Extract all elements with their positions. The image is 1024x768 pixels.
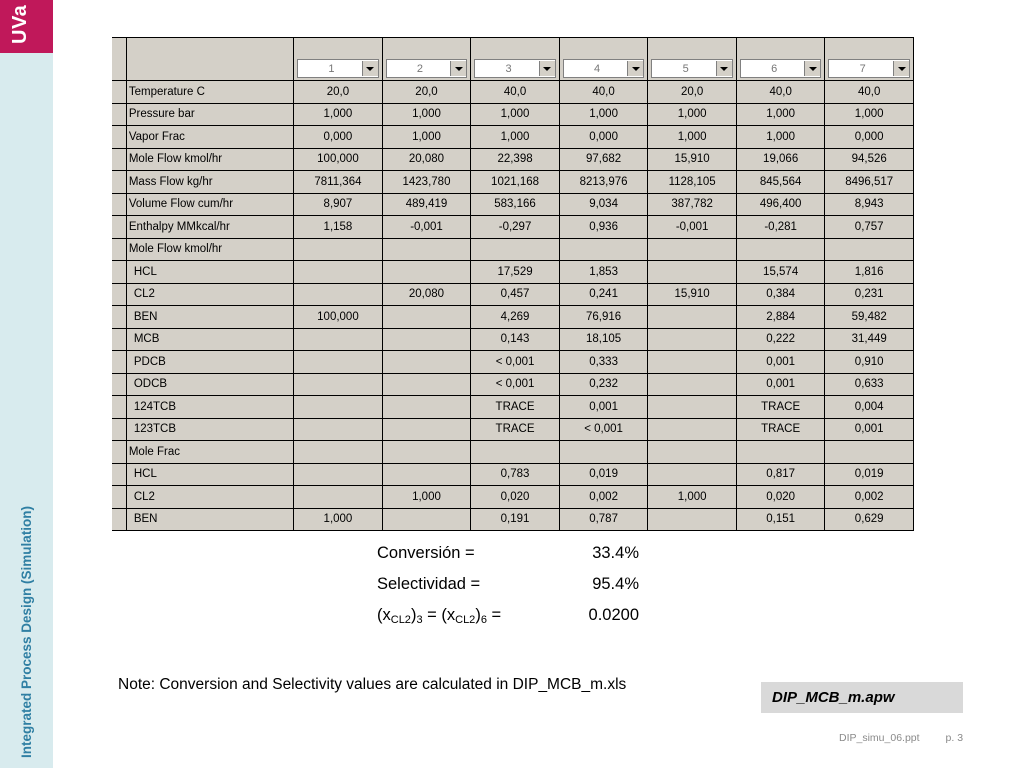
table-cell[interactable]: 1,853 [559,261,648,284]
results-grid [112,37,914,531]
table-cell[interactable]: 40,0 [559,81,648,104]
row-label[interactable]: Enthalpy MMkcal/hr [126,216,293,239]
table-cell[interactable]: 9,034 [559,193,648,216]
table-cell[interactable] [382,328,471,351]
file-label: DIP_MCB_m.apw [761,682,963,713]
table-cell[interactable] [382,306,471,329]
stream-select-value: 5 [682,62,689,75]
stream-header-cell [825,38,914,81]
table-cell[interactable]: 0,001 [825,418,914,441]
row-gutter [112,238,126,261]
table-cell[interactable] [294,373,383,396]
stream-select-value: 1 [328,62,335,75]
table-cell[interactable]: 1,158 [294,216,383,239]
table-row [112,441,914,464]
table-cell[interactable]: 1423,780 [382,171,471,194]
dropdown-button[interactable] [716,61,732,76]
table-cell[interactable]: 7811,364 [294,171,383,194]
table-cell[interactable] [648,328,737,351]
table-cell[interactable]: 94,526 [825,148,914,171]
table-cell[interactable]: 100,000 [294,306,383,329]
table-cell[interactable]: 0,241 [559,283,648,306]
header-row [112,38,914,81]
table-cell[interactable]: 0,001 [736,351,824,374]
row-gutter [112,283,126,306]
table-cell[interactable] [382,508,471,531]
table-cell[interactable] [559,441,648,464]
row-label[interactable]: Mole Flow kmol/hr [126,238,293,261]
table-cell[interactable]: 0,020 [471,486,560,509]
table-cell[interactable]: 18,105 [559,328,648,351]
row-label[interactable]: ODCB [126,373,293,396]
table-cell[interactable]: 0,000 [825,126,914,149]
sidebar [0,0,53,768]
table-cell[interactable]: 489,419 [382,193,471,216]
table-cell[interactable]: 1,000 [294,508,383,531]
table-cell[interactable]: 0,232 [559,373,648,396]
table-cell[interactable] [648,238,737,261]
table-cell[interactable]: 0,143 [471,328,560,351]
table-cell[interactable]: 496,400 [736,193,824,216]
table-cell[interactable]: 1,000 [471,126,560,149]
row-gutter [112,351,126,374]
table-row [112,193,914,216]
dropdown-button[interactable] [804,61,820,76]
table-row [112,418,914,441]
row-label[interactable]: HCL [126,463,293,486]
table-cell[interactable]: 40,0 [825,81,914,104]
frac-sub-stream-6: 6 [480,614,487,626]
dropdown-button[interactable] [539,61,555,76]
stream-select-value: 4 [594,62,601,75]
table-cell[interactable] [382,396,471,419]
table-row [112,328,914,351]
table-row [112,373,914,396]
stream-header-cell [382,38,471,81]
table-cell[interactable]: 76,916 [559,306,648,329]
table-cell[interactable]: 0,001 [559,396,648,419]
mole-fraction-label [377,606,501,626]
table-cell[interactable]: 22,398 [471,148,560,171]
row-label[interactable]: Mass Flow kg/hr [126,171,293,194]
table-cell[interactable] [736,441,824,464]
row-label[interactable]: Pressure bar [126,103,293,126]
row-gutter [112,81,126,104]
table-cell[interactable]: TRACE [471,396,560,419]
table-cell[interactable] [648,396,737,419]
table-cell[interactable]: 15,910 [648,283,737,306]
selectivity-label: Selectividad = [377,575,481,593]
table-row [112,351,914,374]
table-cell[interactable] [648,351,737,374]
table-cell[interactable]: 583,166 [471,193,560,216]
stream-select-2[interactable] [386,59,468,78]
table-cell[interactable] [382,238,471,261]
table-cell[interactable]: 1,000 [648,486,737,509]
frac-equals: = (x [422,606,456,624]
table-cell[interactable] [382,351,471,374]
row-gutter [112,148,126,171]
table-cell[interactable]: 0,000 [294,126,383,149]
table-cell[interactable] [294,351,383,374]
table-cell[interactable] [382,441,471,464]
frac-sub-stream-3: 3 [416,614,423,626]
table-cell[interactable]: 1,000 [294,103,383,126]
uva-logo [0,0,53,53]
table-cell[interactable]: TRACE [736,418,824,441]
table-row [112,171,914,194]
stream-header-cell [648,38,737,81]
table-cell[interactable] [471,441,560,464]
dropdown-button[interactable] [893,61,909,76]
table-cell[interactable]: 1,000 [736,103,824,126]
stream-select-1[interactable] [297,59,379,78]
table-cell[interactable] [382,261,471,284]
table-row [112,126,914,149]
table-cell[interactable] [471,238,560,261]
table-row [112,283,914,306]
table-cell[interactable]: 0,384 [736,283,824,306]
table-row [112,261,914,284]
frac-sub-cl2-a: CL2 [390,614,411,626]
row-label[interactable]: Vapor Frac [126,126,293,149]
table-cell[interactable] [382,373,471,396]
table-cell[interactable]: 0,457 [471,283,560,306]
row-label[interactable]: BEN [126,508,293,531]
row-gutter [112,126,126,149]
table-cell[interactable]: 4,269 [471,306,560,329]
table-cell[interactable]: 20,0 [382,81,471,104]
stream-select-value: 7 [859,62,866,75]
table-cell[interactable]: 20,0 [648,81,737,104]
table-cell[interactable]: -0,001 [648,216,737,239]
frac-end: = [486,606,502,624]
table-cell[interactable] [648,418,737,441]
table-row [112,103,914,126]
footer-file: DIP_simu_06.ppt [839,732,920,744]
table-cell[interactable] [648,463,737,486]
table-cell[interactable]: -0,281 [736,216,824,239]
dropdown-button[interactable] [627,61,643,76]
table-cell[interactable]: 1,000 [736,126,824,149]
table-cell[interactable]: 20,080 [382,148,471,171]
table-cell[interactable]: 0,151 [736,508,824,531]
chevron-down-icon [898,67,906,71]
table-cell[interactable] [648,306,737,329]
frac-close-a: ) [410,606,417,624]
row-gutter [112,38,126,81]
conversion-label: Conversión = [377,544,475,562]
row-gutter [112,486,126,509]
table-cell[interactable]: 17,529 [471,261,560,284]
row-gutter [112,328,126,351]
table-cell[interactable] [294,418,383,441]
row-label[interactable]: Mole Frac [126,441,293,464]
table-cell[interactable]: 20,080 [382,283,471,306]
table-cell[interactable]: 1128,105 [648,171,737,194]
table-cell[interactable]: 1,816 [825,261,914,284]
table-cell[interactable]: 8496,517 [825,171,914,194]
row-gutter [112,306,126,329]
table-cell[interactable]: 59,482 [825,306,914,329]
sidebar-title: Integrated Process Design (Simulation) [19,505,34,758]
row-label[interactable]: Volume Flow cum/hr [126,193,293,216]
table-row [112,486,914,509]
row-gutter [112,463,126,486]
table-cell[interactable]: -0,001 [382,216,471,239]
table-cell[interactable]: 0,757 [825,216,914,239]
table-cell[interactable]: 100,000 [294,148,383,171]
chevron-down-icon [809,67,817,71]
stream-select-3[interactable] [474,59,556,78]
table-row [112,463,914,486]
table-row [112,81,914,104]
table-cell[interactable]: 8,943 [825,193,914,216]
frac-sub-cl2-b: CL2 [455,614,476,626]
selectivity-value: 95.4% [592,575,639,593]
chevron-down-icon [455,67,463,71]
table-cell[interactable]: 8213,976 [559,171,648,194]
table-cell[interactable]: 15,574 [736,261,824,284]
table-cell[interactable] [294,238,383,261]
stream-select-value: 3 [505,62,512,75]
note-text: Note: Conversion and Selectivity values are calculated in DIP_MCB_m.xls [118,676,627,693]
row-label[interactable]: Temperature C [126,81,293,104]
table-cell[interactable]: 20,0 [294,81,383,104]
row-label[interactable]: 123TCB [126,418,293,441]
table-cell[interactable]: 0,000 [559,126,648,149]
table-cell[interactable]: 0,910 [825,351,914,374]
table-cell[interactable]: 0,633 [825,373,914,396]
table-cell[interactable] [294,441,383,464]
footer [839,732,989,744]
stream-select-5[interactable] [651,59,733,78]
table-cell[interactable]: 0,002 [559,486,648,509]
table-cell[interactable]: 1,000 [382,486,471,509]
table-cell[interactable]: 0,783 [471,463,560,486]
table-cell[interactable]: 1,000 [648,103,737,126]
table-cell[interactable]: TRACE [471,418,560,441]
row-gutter [112,171,126,194]
table-cell[interactable]: 0,002 [825,486,914,509]
table-cell[interactable] [825,441,914,464]
table-cell[interactable]: 0,787 [559,508,648,531]
table-cell[interactable]: 845,564 [736,171,824,194]
table-cell[interactable]: 0,001 [736,373,824,396]
table-row [112,508,914,531]
table-cell[interactable]: 1,000 [559,103,648,126]
table-cell[interactable] [294,486,383,509]
table-cell[interactable]: 0,019 [559,463,648,486]
row-label[interactable]: CL2 [126,283,293,306]
table-cell[interactable] [825,238,914,261]
table-cell[interactable] [294,463,383,486]
table-cell[interactable]: 0,629 [825,508,914,531]
chevron-down-icon [720,67,728,71]
stream-header-cell [294,38,383,81]
table-cell[interactable] [736,238,824,261]
table-cell[interactable] [648,373,737,396]
row-label[interactable]: CL2 [126,486,293,509]
table-cell[interactable]: 40,0 [471,81,560,104]
stream-select-value: 6 [771,62,778,75]
table-cell[interactable] [382,463,471,486]
table-cell[interactable]: 8,907 [294,193,383,216]
row-gutter [112,373,126,396]
table-cell[interactable]: 0,936 [559,216,648,239]
table-row [112,216,914,239]
logo-text: UVa [9,4,31,44]
row-gutter [112,216,126,239]
row-label[interactable]: Mole Flow kmol/hr [126,148,293,171]
table-cell[interactable]: 387,782 [648,193,737,216]
row-gutter [112,508,126,531]
table-cell[interactable] [559,238,648,261]
chevron-down-icon [366,67,374,71]
stream-header-cell [736,38,824,81]
table-cell[interactable] [648,508,737,531]
table-row [112,148,914,171]
table-cell[interactable]: 0,019 [825,463,914,486]
table-cell[interactable] [294,261,383,284]
row-gutter [112,193,126,216]
row-gutter [112,261,126,284]
header-label-cell [126,38,293,81]
row-label[interactable]: MCB [126,328,293,351]
frac-open: (x [377,606,391,624]
stream-select-4[interactable] [563,59,645,78]
table-cell[interactable]: 1,000 [382,103,471,126]
dropdown-button[interactable] [450,61,466,76]
row-gutter [112,396,126,419]
table-cell[interactable]: 19,066 [736,148,824,171]
table-cell[interactable]: 0,004 [825,396,914,419]
table-cell[interactable]: 31,449 [825,328,914,351]
table-cell[interactable]: 97,682 [559,148,648,171]
row-gutter [112,103,126,126]
stream-header-cell [559,38,648,81]
table-cell[interactable] [648,441,737,464]
table-cell[interactable] [382,418,471,441]
table-cell[interactable]: 0,333 [559,351,648,374]
row-label[interactable]: HCL [126,261,293,284]
table-row [112,238,914,261]
table-cell[interactable]: 1,000 [825,103,914,126]
conversion-value: 33.4% [592,544,639,562]
table-cell[interactable]: 1,000 [648,126,737,149]
table-cell[interactable]: 0,222 [736,328,824,351]
table-cell[interactable]: 1,000 [471,103,560,126]
table-cell[interactable]: 2,884 [736,306,824,329]
table-cell[interactable]: < 0,001 [471,373,560,396]
table-cell[interactable]: 0,817 [736,463,824,486]
stream-select-value: 2 [416,62,424,75]
stream-select-7[interactable] [828,59,910,78]
chevron-down-icon [543,67,551,71]
stream-select-6[interactable] [740,59,821,78]
table-cell[interactable]: 1,000 [382,126,471,149]
chevron-down-icon [632,67,640,71]
table-cell[interactable]: 15,910 [648,148,737,171]
row-label[interactable]: 124TCB [126,396,293,419]
table-cell[interactable]: 1021,168 [471,171,560,194]
row-gutter [112,418,126,441]
table-cell[interactable] [294,328,383,351]
frac-close-b: ) [475,606,481,624]
stream-header-cell [471,38,560,81]
footer-page: p. 3 [945,732,964,744]
table-cell[interactable] [294,396,383,419]
table-row [112,306,914,329]
table-cell[interactable] [648,261,737,284]
table-cell[interactable]: < 0,001 [559,418,648,441]
mole-fraction-value: 0.0200 [588,606,639,624]
table-cell[interactable]: 40,0 [736,81,824,104]
table-cell[interactable]: < 0,001 [471,351,560,374]
table-cell[interactable]: 0,191 [471,508,560,531]
table-cell[interactable] [294,283,383,306]
dropdown-button[interactable] [362,61,378,76]
row-label[interactable]: BEN [126,306,293,329]
table-cell[interactable]: 0,231 [825,283,914,306]
table-cell[interactable]: TRACE [736,396,824,419]
table-cell[interactable]: 0,020 [736,486,824,509]
row-gutter [112,441,126,464]
table-row [112,396,914,419]
table-cell[interactable]: -0,297 [471,216,560,239]
row-label[interactable]: PDCB [126,351,293,374]
stream-results-table [112,37,914,526]
